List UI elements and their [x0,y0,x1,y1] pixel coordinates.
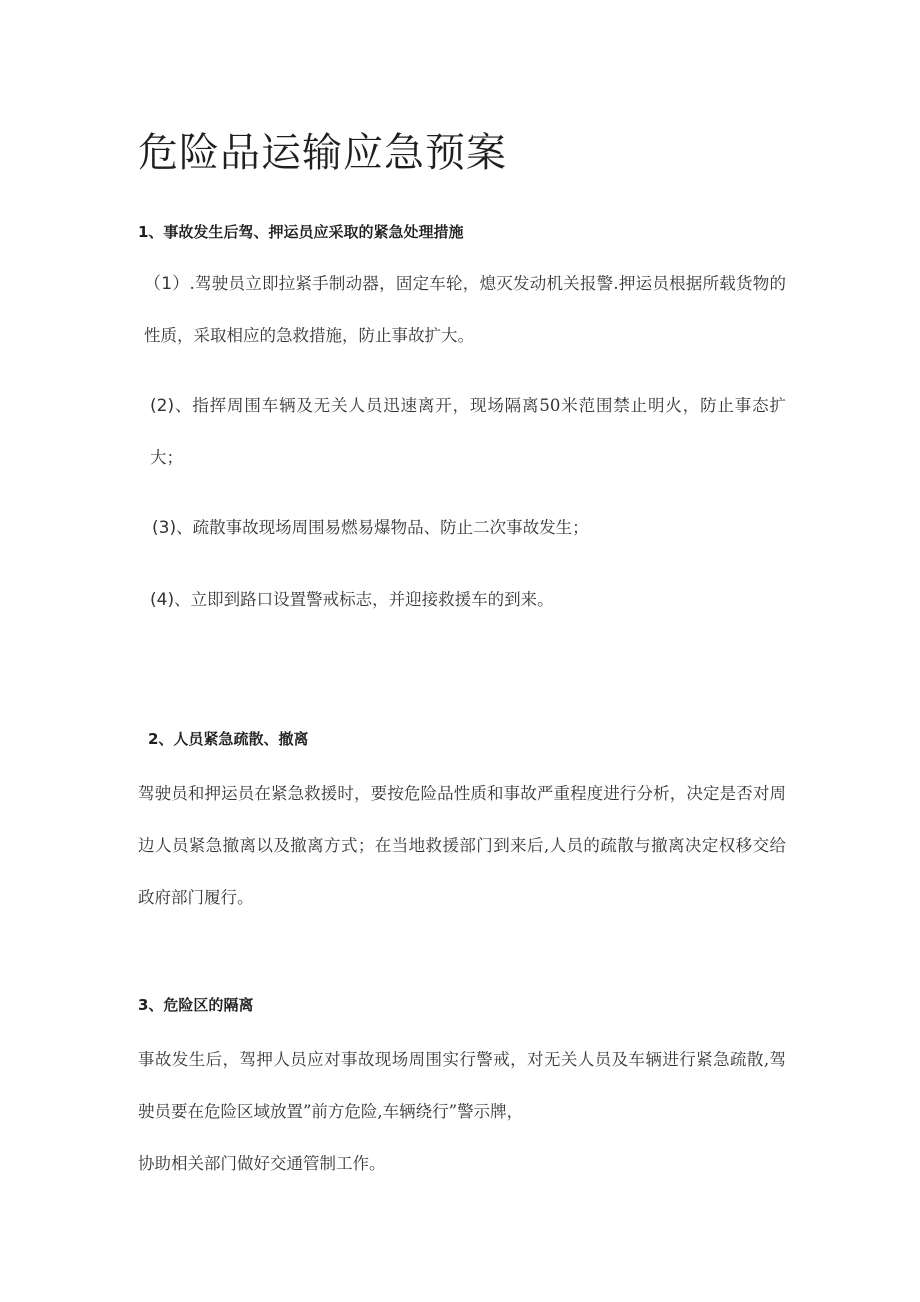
item-2-number: (2) [150,396,175,416]
section-1-item-3 [138,502,786,554]
document-title: 危险品运输应急预案 [138,130,507,176]
section-1-item-2 [138,380,786,484]
section-3-last-line: 协助相关部门做好交通管制工作。 [138,1154,386,1173]
section-1-item-4 [138,574,786,626]
item-4-text: 、立即到路口设置警戒标志，并迎接救援车的到来。 [174,590,554,609]
item-3-number: (3) [152,518,177,538]
section-1-heading: 1、事故发生后驾、押运员应采取的紧急处理措施 [138,223,464,241]
item-3-text: 、疏散事故现场周围易燃易爆物品、防止二次事故发生； [176,518,589,537]
section-2-heading: 2、人员紧急疏散、撤离 [148,730,309,748]
section-2-body: 驾驶员和押运员在紧急救援时，要按危险品性质和事故严重程度进行分析，决定是否对周边人员紧急撤离以及撤离方式；在当地救援部门到来后,人员的疏散与撤离决定权移交给政府部门履行。 [138,784,786,907]
item-2-text: 、指挥周围车辆及无关人员迅速离开，现场隔离50米范围禁止明火，防止事态扩大； [150,396,786,467]
section-3-body: 事故发生后，驾押人员应对事故现场周围实行警戒，对无关人员及车辆进行紧急疏散,驾驶员要在危险区域放置”前方危险,车辆绕行”警示牌， [138,1050,786,1121]
item-1-text: .驾驶员立即拉紧手制动器，固定车轮，熄灭发动机关报警.押运员根据所载货物的性质，采取相应的急救措施，防止事故扩大。 [144,274,786,345]
item-4-number: (4) [150,590,175,610]
item-1-number: （1） [144,274,190,294]
section-1-item-1 [138,258,786,362]
section-3-heading: 3、危险区的隔离 [138,996,254,1014]
